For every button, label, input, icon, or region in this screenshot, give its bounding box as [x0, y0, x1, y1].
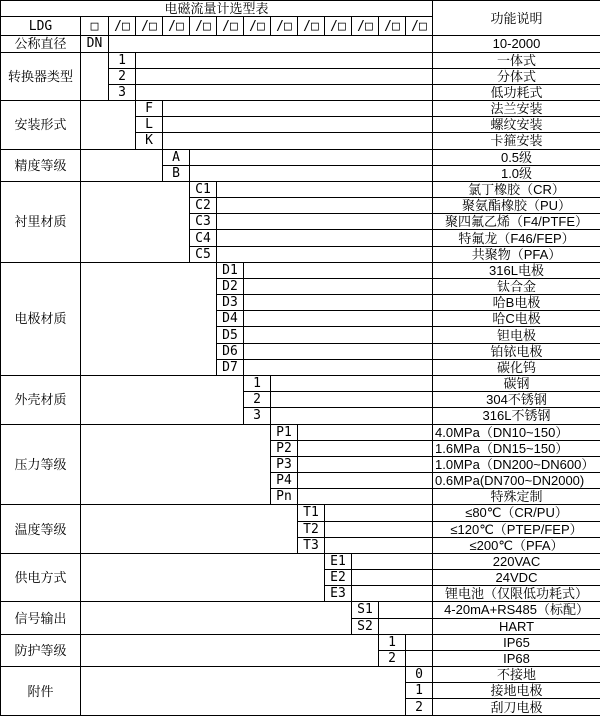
model-slot-cell: /□ [352, 17, 379, 36]
description-cell: 220VAC [433, 553, 600, 569]
description-cell: 316L电极 [433, 262, 600, 278]
mid-spacer-cell [271, 392, 433, 408]
code-cell: 0 [406, 667, 433, 683]
description-cell: 卡箍安装 [433, 133, 600, 149]
spec-row [1, 149, 600, 165]
description-cell: 一体式 [433, 52, 600, 68]
mid-spacer-cell [136, 52, 433, 68]
code-cell: 1 [406, 683, 433, 699]
mid-spacer-cell [244, 262, 433, 278]
description-cell: 316L不锈钢 [433, 408, 600, 424]
code-cell: C4 [190, 230, 217, 246]
code-cell: F [136, 101, 163, 117]
code-cell: S2 [352, 618, 379, 634]
mid-spacer-cell [352, 553, 433, 569]
mid-spacer-cell [244, 278, 433, 294]
description-cell: 1.0MPa（DN200~DN600） [433, 456, 600, 472]
mid-spacer-cell [298, 440, 433, 456]
mid-spacer-cell [217, 246, 433, 262]
category-label: 转换器类型 [1, 52, 81, 101]
mid-spacer-cell [244, 359, 433, 375]
spec-row [1, 667, 600, 683]
description-cell: ≤120℃（PTEP/FEP） [433, 521, 600, 537]
category-label: 外壳材质 [1, 375, 81, 424]
code-cell: 2 [109, 68, 136, 84]
spec-row [1, 424, 600, 440]
spacer-cell [81, 424, 271, 505]
code-cell: E2 [325, 570, 352, 586]
code-cell: E3 [325, 586, 352, 602]
code-cell: T3 [298, 537, 325, 553]
code-cell: L [136, 117, 163, 133]
code-cell: D2 [217, 278, 244, 294]
code-cell: B [163, 165, 190, 181]
code-cell: 1 [244, 375, 271, 391]
category-label: 精度等级 [1, 149, 81, 181]
code-cell: 3 [109, 84, 136, 100]
description-cell: 4.0MPa（DN10~150） [433, 424, 600, 440]
function-header: 功能说明 [433, 1, 600, 36]
code-cell: DN [81, 36, 109, 52]
title-row [1, 1, 600, 17]
mid-spacer-cell [271, 408, 433, 424]
spec-row [1, 553, 600, 569]
code-cell: 2 [244, 392, 271, 408]
code-cell: C1 [190, 181, 217, 197]
code-cell: D7 [217, 359, 244, 375]
code-cell: P4 [271, 473, 298, 489]
model-slot-cell: /□ [136, 17, 163, 36]
model-slot-cell: /□ [298, 17, 325, 36]
description-cell: 1.0级 [433, 165, 600, 181]
code-cell: T1 [298, 505, 325, 521]
spacer-cell [81, 602, 352, 634]
model-slot-cell: /□ [406, 17, 433, 36]
model-box-cell: □ [81, 17, 109, 36]
description-cell: 刮刀电极 [433, 699, 600, 716]
description-cell: 哈B电极 [433, 295, 600, 311]
spec-row [1, 602, 600, 618]
code-cell: D5 [217, 327, 244, 343]
code-cell: T2 [298, 521, 325, 537]
description-cell: 24VDC [433, 570, 600, 586]
code-cell: C5 [190, 246, 217, 262]
code-cell: D4 [217, 311, 244, 327]
category-label: 防护等级 [1, 634, 81, 666]
mid-spacer-cell [271, 375, 433, 391]
mid-spacer-cell [298, 473, 433, 489]
description-cell: 304不锈钢 [433, 392, 600, 408]
description-cell: 聚四氟乙烯（F4/PTFE） [433, 214, 600, 230]
mid-spacer-cell [406, 650, 433, 666]
mid-spacer-cell [136, 68, 433, 84]
mid-spacer-cell [190, 149, 433, 165]
code-cell: P1 [271, 424, 298, 440]
mid-spacer-cell [352, 586, 433, 602]
category-label: 信号输出 [1, 602, 81, 634]
description-cell: 低功耗式 [433, 84, 600, 100]
description-cell: 共聚物（PFA） [433, 246, 600, 262]
description-cell: 锂电池（仅限低功耗式） [433, 586, 600, 602]
model-slot-cell: /□ [325, 17, 352, 36]
description-cell: 分体式 [433, 68, 600, 84]
code-cell: 1 [379, 634, 406, 650]
description-cell: 钛合金 [433, 278, 600, 294]
code-cell: D3 [217, 295, 244, 311]
mid-spacer-cell [298, 424, 433, 440]
description-cell: 钽电极 [433, 327, 600, 343]
mid-spacer-cell [244, 311, 433, 327]
description-cell: 氯丁橡胶（CR） [433, 181, 600, 197]
model-slot-cell: /□ [379, 17, 406, 36]
code-cell: C2 [190, 198, 217, 214]
spacer-cell [81, 634, 379, 666]
category-label: 温度等级 [1, 505, 81, 554]
category-label: 电极材质 [1, 262, 81, 375]
mid-spacer-cell [325, 505, 433, 521]
spec-row [1, 262, 600, 278]
description-cell: ≤80℃（CR/PU） [433, 505, 600, 521]
mid-spacer-cell [298, 489, 433, 505]
code-cell: P3 [271, 456, 298, 472]
code-cell: K [136, 133, 163, 149]
description-cell: 4-20mA+RS485（标配） [433, 602, 600, 618]
model-slot-cell: /□ [217, 17, 244, 36]
code-cell: P2 [271, 440, 298, 456]
description-cell: 碳化钨 [433, 359, 600, 375]
mid-spacer-cell [325, 537, 433, 553]
spacer-cell [81, 101, 136, 150]
model-slot-cell: /□ [190, 17, 217, 36]
description-cell: 0.5级 [433, 149, 600, 165]
mid-spacer-cell [217, 181, 433, 197]
code-cell: S1 [352, 602, 379, 618]
mid-spacer-cell [325, 521, 433, 537]
spacer-cell [81, 52, 109, 101]
mid-spacer-cell [136, 84, 433, 100]
code-cell: D6 [217, 343, 244, 359]
category-label: 衬里材质 [1, 181, 81, 262]
description-cell: HART [433, 618, 600, 634]
mid-spacer-cell [244, 343, 433, 359]
spec-row [1, 36, 600, 52]
mid-spacer-cell [163, 101, 433, 117]
mid-spacer-cell [298, 456, 433, 472]
code-cell: 3 [244, 408, 271, 424]
mid-spacer-cell [217, 214, 433, 230]
code-cell: 1 [109, 52, 136, 68]
description-cell: 1.6MPa（DN15~150） [433, 440, 600, 456]
mid-spacer-cell [244, 327, 433, 343]
spacer-cell [81, 149, 163, 181]
description-cell: 特殊定制 [433, 489, 600, 505]
mid-spacer-cell [190, 165, 433, 181]
mid-spacer-cell [379, 618, 433, 634]
description-cell: 法兰安装 [433, 101, 600, 117]
model-slot-cell: /□ [109, 17, 136, 36]
code-cell: D1 [217, 262, 244, 278]
spacer-cell [81, 553, 325, 602]
model-slot-cell: /□ [271, 17, 298, 36]
spec-row [1, 505, 600, 521]
spacer-cell [81, 262, 217, 375]
mid-spacer-cell [379, 602, 433, 618]
code-cell: 2 [379, 650, 406, 666]
spec-row [1, 375, 600, 391]
spec-row [1, 52, 600, 68]
category-label: 安装形式 [1, 101, 81, 150]
model-prefix: LDG [1, 17, 81, 36]
spacer-cell [81, 375, 244, 424]
mid-spacer-cell [217, 198, 433, 214]
spacer-cell [81, 667, 406, 716]
description-cell: IP68 [433, 650, 600, 666]
code-cell: 2 [406, 699, 433, 716]
description-cell: 铂铱电极 [433, 343, 600, 359]
spacer-cell [81, 505, 298, 554]
code-cell: A [163, 149, 190, 165]
spec-row [1, 634, 600, 650]
description-cell: 碳钢 [433, 375, 600, 391]
model-slot-cell: /□ [163, 17, 190, 36]
mid-spacer-cell [217, 230, 433, 246]
description-cell: 螺纹安装 [433, 117, 600, 133]
description-cell: IP65 [433, 634, 600, 650]
mid-spacer-cell [406, 634, 433, 650]
description-cell: 接地电极 [433, 683, 600, 699]
mid-spacer-cell [244, 295, 433, 311]
table-title: 电磁流量计选型表 [1, 1, 433, 17]
description-cell: 特氟龙（F46/FEP） [433, 230, 600, 246]
category-label: 供电方式 [1, 553, 81, 602]
description-cell: 10-2000 [433, 36, 600, 52]
spacer-cell [81, 181, 190, 262]
description-cell: 0.6MPa(DN700~DN2000) [433, 473, 600, 489]
spec-row [1, 181, 600, 197]
description-cell: 哈C电极 [433, 311, 600, 327]
category-label: 附件 [1, 667, 81, 716]
category-label: 压力等级 [1, 424, 81, 505]
description-cell: 聚氨酯橡胶（PU） [433, 198, 600, 214]
category-label: 公称直径 [1, 36, 81, 52]
spec-row [1, 101, 600, 117]
code-cell: E1 [325, 553, 352, 569]
description-cell: 不接地 [433, 667, 600, 683]
code-cell: C3 [190, 214, 217, 230]
mid-spacer-cell [109, 36, 433, 52]
mid-spacer-cell [163, 117, 433, 133]
description-cell: ≤200℃（PFA） [433, 537, 600, 553]
mid-spacer-cell [352, 570, 433, 586]
mid-spacer-cell [163, 133, 433, 149]
model-slot-cell: /□ [244, 17, 271, 36]
code-cell: Pn [271, 489, 298, 505]
